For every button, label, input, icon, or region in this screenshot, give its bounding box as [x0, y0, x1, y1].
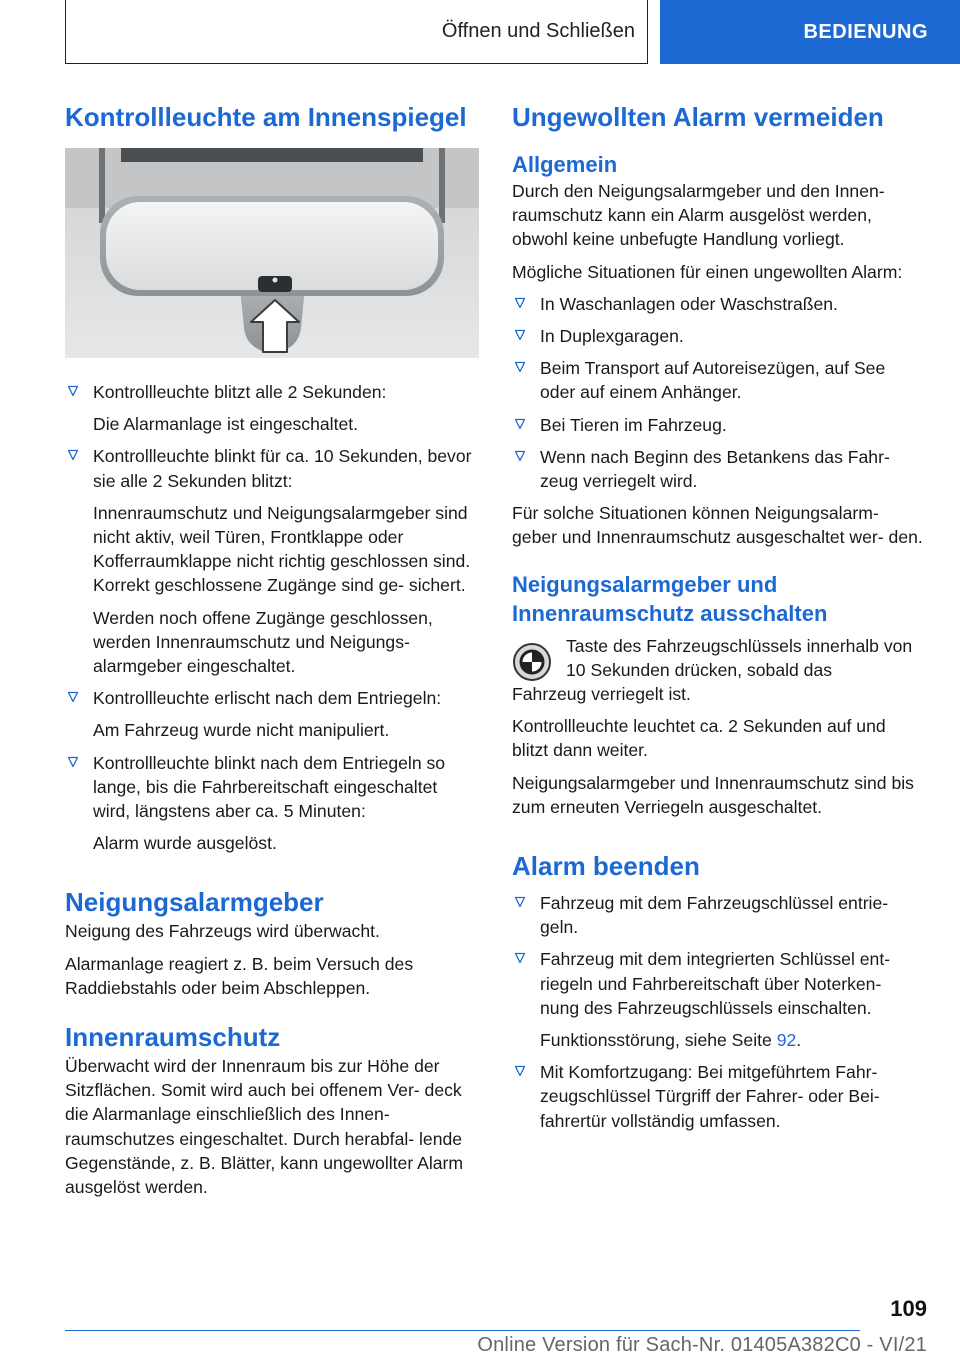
triangle-bullet-icon	[514, 361, 526, 373]
list-item: Beim Transport auf Autoreisezügen, auf See oder auf einem Anhänger.	[512, 356, 924, 404]
paragraph: Durch den Neigungsalarmgeber und den Innen‐ raumschutz kann ein Alarm ausgelöst werden, obwohl keine unbefugte Handlung vorliegt.	[512, 181, 885, 250]
paragraph: Mögliche Situationen für einen ungewollten Alarm:	[512, 261, 903, 282]
list-item: Fahrzeug mit dem Fahrzeugschlüssel entrie‐ geln.	[512, 891, 924, 939]
paragraph: Alarmanlage reagiert z. B. beim Versuch des Raddiebstahls oder beim Abschleppen.	[65, 953, 414, 998]
triangle-bullet-icon	[67, 756, 79, 768]
list-item: Kontrollleuchte blinkt nach dem Entriegeln so lange, bis die Fahrbereitschaft eingeschaltet wird, längstens aber ca. 5 Minuten: Alarm wurde ausgelöst.	[65, 751, 479, 856]
paragraph: Neigung des Fahrzeugs wird überwacht.	[65, 921, 380, 942]
page-link[interactable]: 92	[776, 1030, 797, 1051]
list-item: Wenn nach Beginn des Betankens das Fahr‐ zeug verriegelt wird.	[512, 445, 924, 493]
key-instruction	[512, 634, 924, 682]
list-item: Bei Tieren im Fahrzeug.	[512, 413, 924, 437]
list-item: In Waschanlagen oder Waschstraßen.	[512, 292, 924, 316]
heading-neigungsalarmgeber: Neigungsalarmgeber	[65, 887, 324, 918]
list-item: In Duplexgaragen.	[512, 324, 924, 348]
heading-alarm-vermeiden: Ungewollten Alarm vermeiden	[512, 102, 884, 132]
triangle-bullet-icon	[514, 329, 526, 341]
paragraph: Für solche Situationen können Neigungsalarm‐ geber und Innenraumschutz ausgeschaltet wer‐ den.	[512, 503, 923, 548]
paragraph: Neigungsalarmgeber und Innenraumschutz sind bis zum erneuten Verriegeln ausgeschaltet.	[512, 772, 914, 817]
page-number: 109	[890, 1296, 927, 1321]
situations-list	[512, 292, 924, 493]
kontrollleuchte-list	[65, 380, 479, 855]
triangle-bullet-icon	[514, 297, 526, 309]
triangle-bullet-icon	[514, 1065, 526, 1077]
list-item: Kontrollleuchte erlischt nach dem Entriegeln: Am Fahrzeug wurde nicht manipuliert.	[65, 686, 479, 742]
list-item: Fahrzeug mit dem integrierten Schlüssel ent‐ riegeln und Fahrbereitschaft über Noterken‐ nung des Fahrzeugschlüssels einschalten. Funktionsstörung, siehe Seite 92.	[512, 947, 924, 1052]
heading-kontrollleuchte: Kontrollleuchte am Innenspiegel	[65, 102, 467, 132]
right-column	[512, 100, 924, 1141]
triangle-bullet-icon	[514, 896, 526, 908]
triangle-bullet-icon	[514, 450, 526, 462]
triangle-bullet-icon	[67, 449, 79, 461]
heading-allgemein: Allgemein	[512, 152, 618, 177]
list-item: Kontrollleuchte blinkt für ca. 10 Sekunden, bevor sie alle 2 Sekunden blitzt: Innenraumschutz und Neigungsalarmgeber sind nicht aktiv, weil Türen, Frontklappe oder Kofferraumklappe nicht richtig geschlossen sind. Korrekt geschlossene Zugänge sind ge‐ sichert. Werden noch offene Zugänge geschlossen, werden Innenraumschutz und Neigungs‐ alarmgeber eingeschaltet.	[65, 444, 479, 678]
paragraph: Taste des Fahrzeugschlüssels innerhalb von 10 Sekunden drücken, sobald das	[566, 635, 913, 680]
list-item: Mit Komfortzugang: Bei mitgeführtem Fahr‐ zeugschlüssel Türgriff der Fahrer- oder Bei‐ fahrertür vollständig umfassen.	[512, 1060, 924, 1133]
rearview-mirror-illustration	[65, 148, 479, 358]
triangle-bullet-icon	[514, 418, 526, 430]
paragraph: Überwacht wird der Innenraum bis zur Höhe der Sitzflächen. Somit wird auch bei offenem Ver‐ deck die Alarmanlage einschließlich des Innen‐ raumschutzes eingeschaltet. Durch herabfal‐ lende Gegenstände, z. B. Blätter, kann ungewollter Alarm ausgelöst werden.	[65, 1056, 464, 1198]
section-title: BEDIENUNG	[803, 20, 928, 43]
list-item: Kontrollleuchte blitzt alle 2 Sekunden: Die Alarmanlage ist eingeschaltet.	[65, 380, 479, 436]
header-section-tab	[660, 0, 960, 64]
triangle-bullet-icon	[67, 691, 79, 703]
beenden-list	[512, 891, 924, 1133]
chapter-title: Öffnen und Schließen	[441, 20, 635, 42]
heading-ausschalten: Neigungsalarmgeber und Innenraumschutz ausschalten	[512, 571, 828, 626]
header-chapter	[65, 0, 648, 64]
key-button-icon	[512, 642, 552, 682]
footer-divider	[65, 1330, 860, 1331]
triangle-bullet-icon	[67, 385, 79, 397]
left-column	[65, 100, 479, 1207]
triangle-bullet-icon	[514, 952, 526, 964]
footer-text: Online Version für Sach-Nr. 01405A382C0 - VI/21	[477, 1334, 927, 1356]
paragraph: Fahrzeug verriegelt ist.	[512, 684, 691, 705]
paragraph: Kontrollleuchte leuchtet ca. 2 Sekunden auf und blitzt dann weiter.	[512, 716, 886, 761]
heading-innenraumschutz: Innenraumschutz	[65, 1022, 281, 1053]
heading-alarm-beenden: Alarm beenden	[512, 851, 700, 882]
